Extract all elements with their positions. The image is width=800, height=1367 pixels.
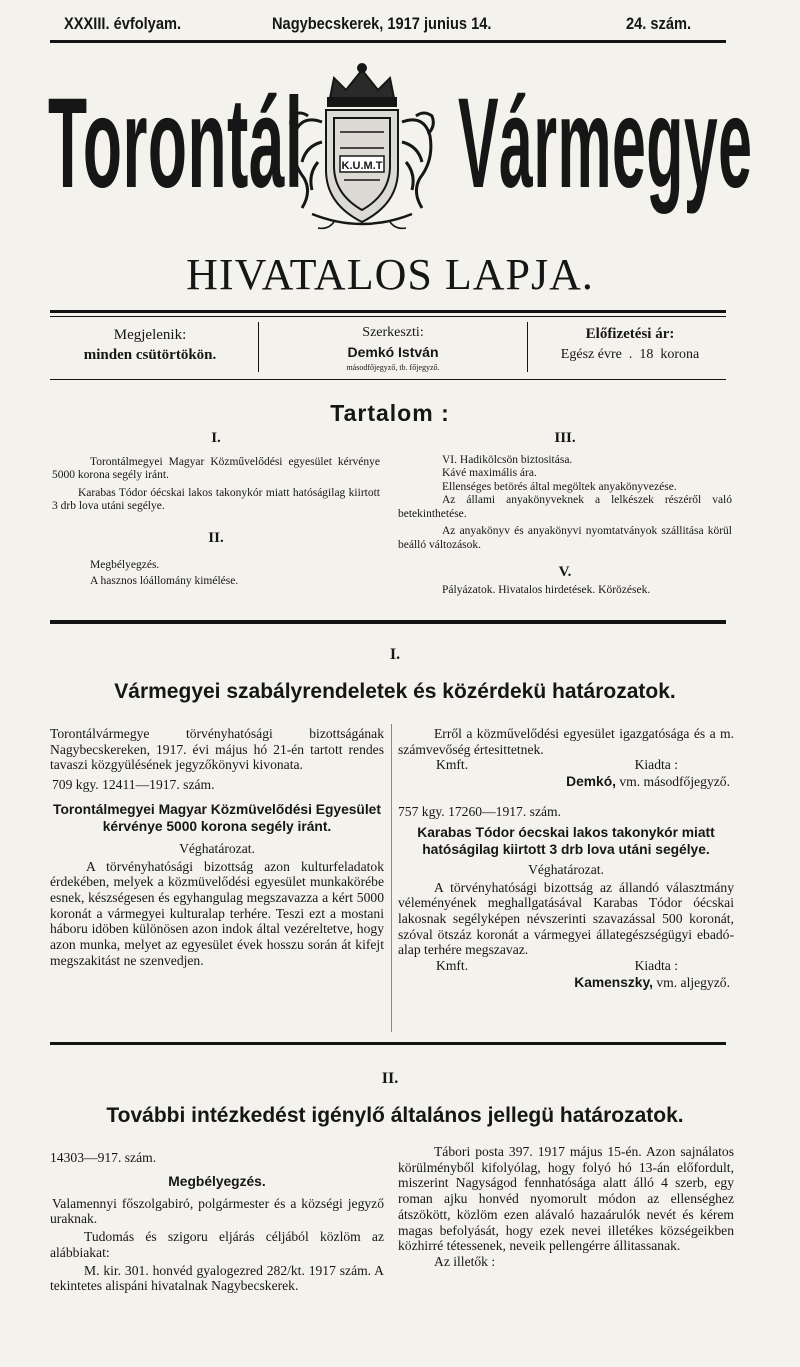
section1-a-sign-name: Demkó, [566,774,616,790]
section1-a-label: Véghatározat. [179,840,255,856]
section2-right-p1: Tábori posta 397. 1917 május 15-én. Azon sajnálatos körülményből kifolyólag, hogy folyó hó 13-án előfordult, miszerint Nagyságod fennhatósága alatt álló 4 szerb, egy roman ajku honvéd nyomorult módon az ellenséghez átszökött, közlöm ezen alávaló hazaárulók nevét és kérem magas befolyását, hogy ezek nevei illetékes községeikben közhirré tétessenek, neveik pellengérre állitassanak. [398,1144,734,1254]
info-divider-2 [527,322,528,372]
section2-subhead: Megbélyegzés. [168,1173,266,1189]
section1-title: Vármegyei szabályrendeletek és közérdekü határozatok. [114,680,676,703]
contents-roman-i: I. [211,430,221,446]
contents-item: Karabas Tódor óécskai lakos takonykór miatt hatóságilag kiirtott 3 drb lova utáni segélye. [52,486,380,512]
section1-right-column [398,726,734,991]
section2-right-p2: Az illetők : [434,1253,496,1269]
info-rule-top [50,310,726,313]
subtitle: HIVATALOS LAPJA. [186,250,594,299]
section1-column-divider [391,724,392,1032]
contents-item: Az állami anyakönyveknek a lelkészek részéről való betekinthetése. [398,494,732,520]
section2-left-p3: M. kir. 301. honvéd gyalogezred 282/kt. 1917 szám. A tekintetes alispáni hivatalnak Nagybecskerek. [50,1262,384,1294]
section1-b-text: A törvényhatósági bizottság az állandó választmány véleményének meghallgatásával Karabas Tódor óécskai lakosnak segélyképen névszerinti szavazással 500 koronát, szóval ötszáz koronát a vármegyei állategészségügyi ebadó-alap terhére megszavaz. [398,879,734,958]
section2-left-column [50,1150,384,1294]
section1-intro: Torontálvármegye törvényhatósági bizottságának Nagybecskereken, 1917. évi május hó 21-én tartott rendes tavaszi közgyülésének jegyzőkönyvi kivonata. [50,726,384,773]
section1-b-title: Karabas Tódor óecskai lakos takonykór miatt hatóságilag kiirtott 3 drb lova utáni segélye. [417,824,715,857]
section2-left-p1: Valamennyi főszolgabiró, polgármester és a községi jegyző uraknak. [50,1195,384,1227]
volume-label: XXXIII. évfolyam. [64,14,182,33]
contents-rule [50,620,726,624]
section2-left-p2: Tudomás és szigoru eljárás céljából közlöm az alábbiakat: [50,1229,384,1260]
price-value: Egész évre . 18 korona [560,347,700,362]
contents-item: VI. Hadikölcsön biztositása. [442,453,573,466]
section1-rule [50,1042,726,1045]
section1-b-sign-name: Kamenszky, [574,974,653,990]
contents-roman-ii: II. [208,529,224,546]
contents-item: Ellenséges betörés által megöltek anyakönyvezése. [442,480,677,493]
section1-left-column [50,726,384,968]
contents-heading: Tartalom : [330,400,450,426]
contents-item: Kávé maximális ára. [442,467,537,479]
section1-a-kmft: Kmft. [436,757,469,773]
contents-item: Pályázatok. Hivatalos hirdetések. Körözések. [442,583,651,596]
contents-roman-iii: III. [554,430,576,446]
section2-number: 14303—917. szám. [50,1150,157,1165]
section1-a-text: A törvényhatósági bizottság azon kulturfeladatok érdekében, melyek a közmüvelődési egyesület munkakörébe esnek, készségesen és egyhangulag megszavazza a kért 5000 koronát a vármegyei kulturalap terhére. Teszi ezt a mostani háboru idöben különösen azon indok által vezéreltetve, hogy azon munka, melyet az egyesület évek hosszu során át kifejt megszakitást ne szenvedjen. [50,858,384,968]
section1-b-kiadta: Kiadta : [634,958,678,974]
section1-a-sign-title: vm. másodfőjegyző. [619,774,730,790]
info-rule-top-thin [50,316,726,317]
section1-roman: I. [389,646,401,663]
editor-name: Demkó István [347,344,439,360]
section2-roman: II. [381,1070,399,1087]
info-divider-1 [258,322,259,372]
section1-a-cont: Erről a közművelődési egyesület igazgatósága és a m. számvevőség értesittetnek. [398,726,734,757]
section1-b-number: 757 kgy. 17260—1917. szám. [398,804,561,820]
appears-label: Megjelenik: [113,327,187,343]
contents-item: Torontálmegyei Magyar Közművelődési egyesület kérvénye 5000 korona segély iránt. [52,455,380,481]
coat-of-arms-emblem [282,62,442,234]
title-left: Torontál [48,72,304,215]
section1-a-title: Torontálmegyei Magyar Közmüvelődési Egyesület kérvénye 5000 korona segély iránt. [53,801,381,834]
price-label: Előfizetési ár: [585,326,675,342]
appears-value: minden csütörtökön. [83,347,217,363]
coat-of-arms-label: K.U.M.T [341,160,383,172]
contents-item: Megbélyegzés. [90,559,160,571]
section2-right-column [398,1144,734,1270]
section2-title: További intézkedést igénylő általános jellegü határozatok. [106,1104,684,1127]
contents-right-column [398,432,732,597]
contents-left-column [52,432,380,588]
contents-item: Az anyakönyv és anyakönyvi nyomtatványok szállitása körül beálló változások. [398,525,732,551]
editor-label: Szerkeszti: [362,325,424,340]
title-right: Vármegye [458,72,753,215]
place-date: Nagybecskerek, 1917 junius 14. [272,14,492,33]
contents-item: A hasznos lóállomány kimélése. [90,574,239,587]
section1-a-kiadta: Kiadta : [634,757,678,773]
info-rule-bottom [50,379,726,380]
section1-b-label: Véghatározat. [528,861,604,877]
section1-a-number: 709 kgy. 12411—1917. szám. [52,777,215,793]
section1-b-sign-title: vm. aljegyző. [656,974,730,990]
issue-number: 24. szám. [626,14,692,33]
top-rule [50,40,726,43]
section1-b-kmft: Kmft. [436,958,469,974]
contents-roman-v: V. [558,564,572,580]
editor-title: másodfőjegyző, tb. főjegyző. [346,363,440,372]
